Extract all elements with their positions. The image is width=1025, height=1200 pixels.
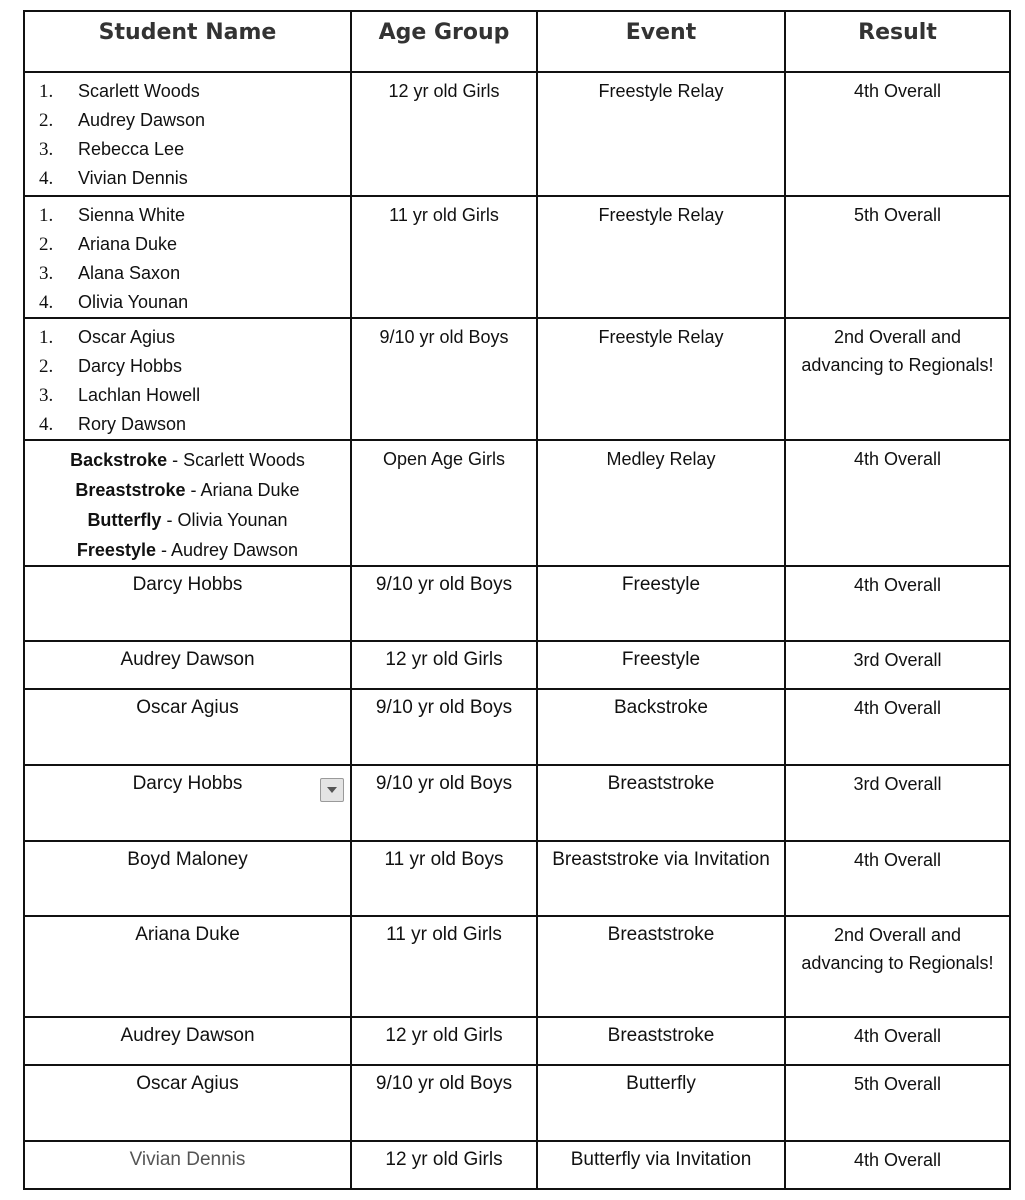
- student-name-cell: Audrey Dawson: [24, 641, 351, 689]
- result-cell: 4th Overall: [785, 566, 1010, 641]
- age-group-cell: 9/10 yr old Boys: [351, 765, 537, 841]
- separator: -: [155, 540, 171, 560]
- list-number: 3.: [39, 139, 54, 160]
- student-name: Alana Saxon: [78, 263, 181, 283]
- student-name: Scarlett Woods: [78, 81, 200, 101]
- result-cell: 4th Overall: [785, 689, 1010, 765]
- list-item: [39, 164, 344, 193]
- chevron-down-icon: [326, 786, 338, 794]
- student-name: Scarlett Woods: [183, 450, 305, 470]
- list-item: [39, 410, 344, 439]
- result-cell: 3rd Overall: [785, 641, 1010, 689]
- student-name: Audrey Dawson: [78, 110, 206, 130]
- student-name-cell: Oscar Agius: [24, 689, 351, 765]
- header-age-group: Age Group: [351, 11, 537, 72]
- student-name: Rebecca Lee: [78, 139, 185, 159]
- result-cell: 4th Overall: [785, 841, 1010, 916]
- medley-legs-cell: [24, 440, 351, 566]
- student-name: Lachlan Howell: [78, 385, 201, 405]
- list-item: [39, 135, 344, 164]
- separator: -: [185, 480, 201, 500]
- student-name: Rory Dawson: [78, 414, 187, 434]
- list-item: [39, 106, 344, 135]
- result-cell: 2nd Overall and advancing to Regionals!: [785, 916, 1010, 1017]
- list-item: [39, 323, 344, 352]
- student-name: Ariana Duke: [78, 234, 178, 254]
- list-number: 1.: [39, 327, 54, 348]
- separator: -: [161, 510, 178, 530]
- event-cell: Freestyle: [537, 641, 785, 689]
- event-cell: Butterfly: [537, 1065, 785, 1141]
- age-group-cell: 12 yr old Girls: [351, 1141, 537, 1189]
- table-row: [24, 196, 1010, 318]
- event-cell: Backstroke: [537, 689, 785, 765]
- age-group-cell: 9/10 yr old Boys: [351, 689, 537, 765]
- student-name: Darcy Hobbs: [132, 773, 243, 794]
- list-number: 1.: [39, 81, 54, 102]
- list-number: 2.: [39, 110, 54, 131]
- student-name-cell: Oscar Agius: [24, 1065, 351, 1141]
- student-name: Vivian Dennis: [78, 168, 188, 188]
- result-cell: 4th Overall: [785, 72, 1010, 196]
- medley-leg: [31, 445, 344, 475]
- table-row: [24, 566, 1010, 641]
- age-group-cell: 11 yr old Girls: [351, 916, 537, 1017]
- event-cell: Freestyle: [537, 566, 785, 641]
- list-number: 4.: [39, 292, 54, 313]
- relay-names-cell: [24, 196, 351, 318]
- list-item: [39, 77, 344, 106]
- table-row: [24, 1017, 1010, 1065]
- age-group-cell: 9/10 yr old Boys: [351, 1065, 537, 1141]
- age-group-cell: 9/10 yr old Boys: [351, 318, 537, 440]
- medley-leg: [31, 505, 344, 535]
- age-group-cell: 12 yr old Girls: [351, 72, 537, 196]
- list-item: [39, 352, 344, 381]
- student-name: Ariana Duke: [200, 480, 300, 500]
- table-row: [24, 641, 1010, 689]
- table-row: [24, 1141, 1010, 1189]
- event-cell: Freestyle Relay: [537, 318, 785, 440]
- result-cell: 5th Overall: [785, 1065, 1010, 1141]
- age-group-cell: 11 yr old Boys: [351, 841, 537, 916]
- result-cell: 5th Overall: [785, 196, 1010, 318]
- age-group-cell: Open Age Girls: [351, 440, 537, 566]
- table-row: [24, 440, 1010, 566]
- list-item: [39, 381, 344, 410]
- table-row: [24, 916, 1010, 1017]
- list-number: 4.: [39, 414, 54, 435]
- table-row: [24, 72, 1010, 196]
- relay-names-list: [31, 201, 344, 317]
- student-name-cell: Darcy Hobbs: [24, 566, 351, 641]
- list-number: 3.: [39, 385, 54, 406]
- student-name: Sienna White: [78, 205, 186, 225]
- header-row: [24, 11, 1010, 72]
- student-name-cell: [24, 765, 351, 841]
- event-cell: Breaststroke: [537, 916, 785, 1017]
- list-number: 2.: [39, 356, 54, 377]
- list-number: 3.: [39, 263, 54, 284]
- event-cell: Breaststroke via Invitation: [537, 841, 785, 916]
- event-cell: Butterfly via Invitation: [537, 1141, 785, 1189]
- list-number: 4.: [39, 168, 54, 189]
- relay-names-cell: [24, 318, 351, 440]
- age-group-cell: 12 yr old Girls: [351, 641, 537, 689]
- event-cell: Freestyle Relay: [537, 72, 785, 196]
- event-cell: Freestyle Relay: [537, 196, 785, 318]
- age-group-cell: 12 yr old Girls: [351, 1017, 537, 1065]
- stroke-label: Freestyle: [76, 540, 156, 560]
- table-row: [24, 841, 1010, 916]
- medley-leg: [31, 535, 344, 565]
- list-item: [39, 288, 344, 317]
- student-name: Darcy Hobbs: [78, 356, 183, 376]
- stroke-label: Breaststroke: [75, 480, 186, 500]
- age-group-cell: 11 yr old Girls: [351, 196, 537, 318]
- list-item: [39, 230, 344, 259]
- result-cell: 2nd Overall and advancing to Regionals!: [785, 318, 1010, 440]
- relay-names-cell: [24, 72, 351, 196]
- result-cell: 4th Overall: [785, 1141, 1010, 1189]
- header-event: Event: [537, 11, 785, 72]
- relay-names-list: [31, 323, 344, 439]
- student-name: Olivia Younan: [78, 292, 189, 312]
- stroke-label: Backstroke: [70, 450, 168, 470]
- student-name: Audrey Dawson: [171, 540, 299, 560]
- table-row: [24, 765, 1010, 841]
- event-cell: Breaststroke: [537, 765, 785, 841]
- table-row: [24, 1065, 1010, 1141]
- relay-names-list: [31, 77, 344, 193]
- header-result: Result: [785, 11, 1010, 72]
- age-group-cell: 9/10 yr old Boys: [351, 566, 537, 641]
- event-cell: Medley Relay: [537, 440, 785, 566]
- list-number: 1.: [39, 205, 54, 226]
- dropdown-button[interactable]: [320, 778, 344, 802]
- table-row: [24, 689, 1010, 765]
- student-name: Olivia Younan: [177, 510, 288, 530]
- list-number: 2.: [39, 234, 54, 255]
- result-cell: 3rd Overall: [785, 765, 1010, 841]
- result-cell: 4th Overall: [785, 1017, 1010, 1065]
- event-cell: Breaststroke: [537, 1017, 785, 1065]
- student-name-cell: Vivian Dennis: [24, 1141, 351, 1189]
- results-table: [23, 10, 1011, 1190]
- student-name-cell: Boyd Maloney: [24, 841, 351, 916]
- stroke-label: Butterfly: [87, 510, 162, 530]
- student-name: Oscar Agius: [78, 327, 176, 347]
- header-student-name: Student Name: [24, 11, 351, 72]
- separator: -: [167, 450, 184, 470]
- list-item: [39, 259, 344, 288]
- result-cell: 4th Overall: [785, 440, 1010, 566]
- table-row: [24, 318, 1010, 440]
- medley-leg: [31, 475, 344, 505]
- student-name-cell: Ariana Duke: [24, 916, 351, 1017]
- student-name-cell: Audrey Dawson: [24, 1017, 351, 1065]
- list-item: [39, 201, 344, 230]
